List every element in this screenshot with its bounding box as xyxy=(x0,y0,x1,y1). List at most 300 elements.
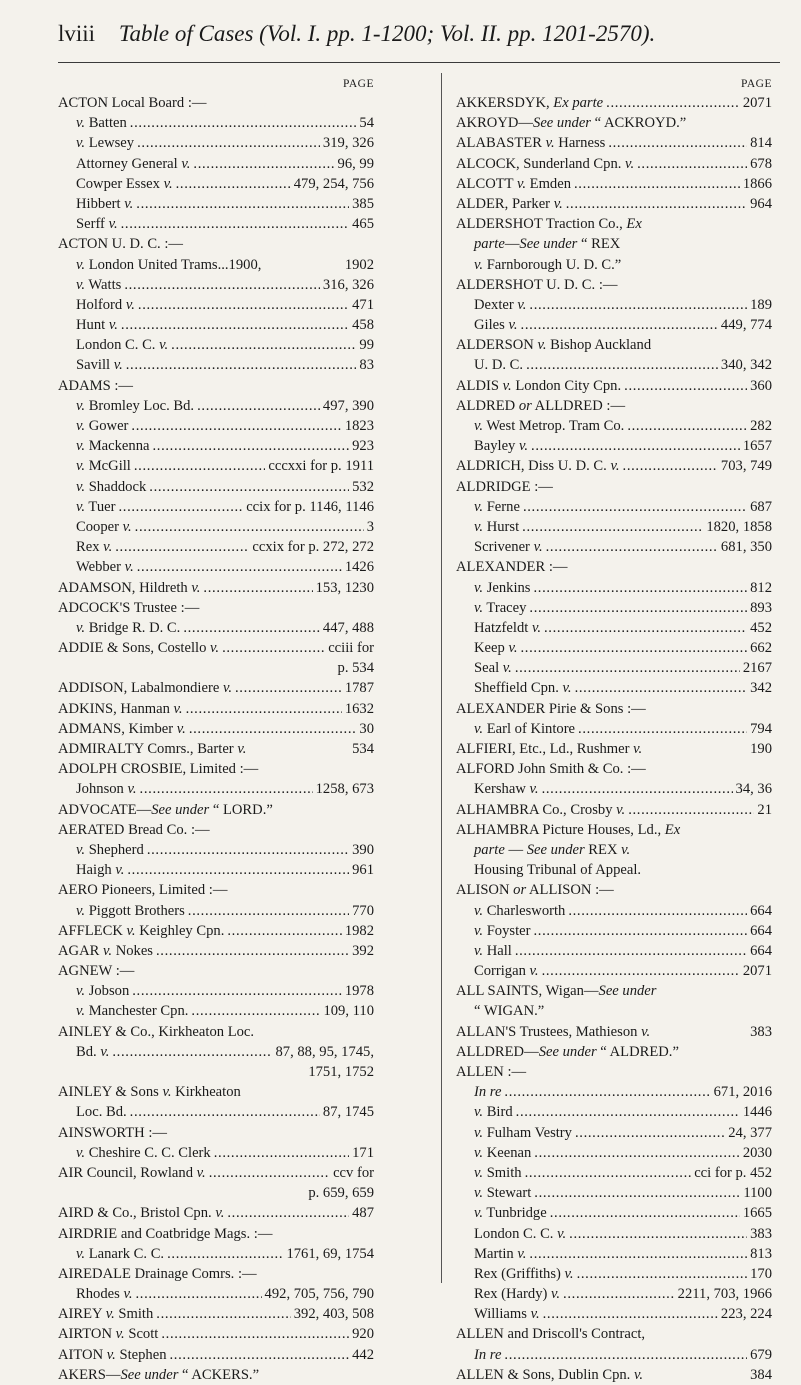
entry-text: ALDER, Parker v. xyxy=(456,195,563,212)
entry-text: AGAR v. Nokes xyxy=(58,942,153,959)
index-entry xyxy=(58,719,374,739)
entry-page: 83 xyxy=(359,357,374,374)
index-entry xyxy=(456,234,772,254)
right-column xyxy=(456,73,772,1385)
dot-leader xyxy=(136,194,349,214)
entry-page: cccxxi for p. 1911 xyxy=(268,458,374,475)
index-entry xyxy=(58,1022,374,1042)
entry-page: 383 xyxy=(750,1023,772,1040)
index-entry xyxy=(456,1001,772,1021)
dot-leader xyxy=(203,578,312,598)
entry-text: v. Batten xyxy=(76,115,127,132)
entry-page: 681, 350 xyxy=(720,539,772,556)
entry-page: 679 xyxy=(750,1346,772,1363)
entry-text: AINLEY & Sons v. Kirkheaton xyxy=(58,1084,241,1101)
entry-text: v. Earl of Kintore xyxy=(474,720,576,737)
entry-page: 392 xyxy=(352,942,374,959)
entry-text: parte — See under REX v. xyxy=(474,841,631,858)
index-entry xyxy=(58,1123,374,1143)
entry-text: v. Bird xyxy=(474,1104,513,1121)
entry-page: 390 xyxy=(352,841,374,858)
index-entry xyxy=(58,840,374,860)
index-entry xyxy=(58,1244,374,1264)
entry-text: v. Charlesworth xyxy=(474,902,566,919)
index-entry xyxy=(58,1324,374,1344)
entry-text: ALL SAINTS, Wigan—See under xyxy=(456,983,657,1000)
dot-leader xyxy=(627,416,747,436)
entry-page: 812 xyxy=(750,579,772,596)
column-divider xyxy=(441,73,442,1283)
index-entry xyxy=(58,638,374,658)
index-entry xyxy=(58,1365,374,1385)
index-entry xyxy=(58,1183,374,1203)
dot-leader xyxy=(624,376,747,396)
dot-leader xyxy=(171,335,356,355)
dot-leader xyxy=(135,517,364,537)
entry-text: Cowper Essex v. xyxy=(76,175,173,192)
index-entry xyxy=(58,860,374,880)
dot-leader xyxy=(193,154,334,174)
dot-leader xyxy=(115,537,249,557)
entry-page: 30 xyxy=(359,720,374,737)
entry-text: ADVOCATE—See under “ LORD.” xyxy=(58,801,273,818)
dot-leader xyxy=(147,840,349,860)
entry-page: 1665 xyxy=(742,1205,772,1222)
dot-leader xyxy=(118,497,243,517)
dot-leader xyxy=(130,113,357,133)
entry-text: v. Keenan xyxy=(474,1144,532,1161)
dot-leader xyxy=(191,1001,320,1021)
entry-page: 920 xyxy=(352,1326,374,1343)
dot-leader xyxy=(563,1284,675,1304)
entry-text: v. Stewart xyxy=(474,1185,532,1202)
entry-text: ALLDRED—See under “ ALDRED.” xyxy=(456,1043,679,1060)
entry-text: v. Ferne xyxy=(474,498,520,515)
entry-text: v. Tuer xyxy=(76,498,116,515)
index-entry xyxy=(58,658,374,678)
index-entry xyxy=(58,1163,374,1183)
left-column xyxy=(58,73,374,1385)
dot-leader xyxy=(569,1224,747,1244)
entry-text: Martin v. xyxy=(474,1245,527,1262)
entry-text: Hunt v. xyxy=(76,317,118,334)
entry-text: v. Foyster xyxy=(474,922,531,939)
index-entry xyxy=(58,739,374,759)
entry-page: 223, 224 xyxy=(720,1306,772,1323)
page-column-label: PAGE xyxy=(343,78,374,90)
entry-text: v. Mackenna xyxy=(76,438,150,455)
entry-page: 662 xyxy=(750,640,772,657)
index-entry xyxy=(58,456,374,476)
index-entry xyxy=(456,880,772,900)
entry-page: 447, 488 xyxy=(322,619,374,636)
index-entry xyxy=(456,275,772,295)
index-entry xyxy=(456,1203,772,1223)
index-entry xyxy=(456,1143,772,1163)
index-entry xyxy=(456,779,772,799)
entry-page: 383 xyxy=(750,1225,772,1242)
dot-leader xyxy=(628,800,754,820)
index-entry xyxy=(456,154,772,174)
index-entry xyxy=(456,255,772,275)
index-entry xyxy=(456,800,772,820)
entry-page: 24, 377 xyxy=(728,1124,772,1141)
entry-page: 392, 403, 508 xyxy=(293,1306,374,1323)
entry-text: parte—See under “ REX xyxy=(474,236,621,253)
dot-leader xyxy=(516,1102,740,1122)
index-entry xyxy=(456,1102,772,1122)
dot-leader xyxy=(127,860,349,880)
entry-text: In re xyxy=(474,1346,502,1363)
entry-text: v. Tracey xyxy=(474,599,527,616)
entry-text: AKKERSDYK, Ex parte xyxy=(456,95,604,111)
index-entry xyxy=(456,598,772,618)
dot-leader xyxy=(161,1324,349,1344)
dot-leader xyxy=(523,497,747,517)
dot-leader xyxy=(623,456,718,476)
entry-page: 534 xyxy=(352,741,374,757)
index-entry xyxy=(58,537,374,557)
entry-page: 1426 xyxy=(344,559,374,576)
entry-text: ALDRED or ALLDRED :— xyxy=(456,397,626,414)
entry-text: v. Jobson xyxy=(76,983,130,1000)
entry-text: v. Hall xyxy=(474,942,512,959)
index-entry xyxy=(58,880,374,900)
index-entry xyxy=(58,1143,374,1163)
index-entry xyxy=(456,1365,772,1385)
page-number: lviii xyxy=(58,21,96,46)
index-entry xyxy=(58,295,374,315)
entry-text: U. D. C. xyxy=(474,357,524,374)
index-entry xyxy=(456,133,772,153)
dot-leader xyxy=(227,1203,349,1223)
header-rule xyxy=(58,62,780,63)
entry-text: AKERS—See under “ ACKERS.” xyxy=(58,1366,260,1383)
index-entry xyxy=(456,1062,772,1082)
entry-text: v. Manchester Cpn. xyxy=(76,1003,189,1020)
entry-page: 190 xyxy=(750,741,772,757)
index-entry xyxy=(456,1042,772,1062)
entry-page: 923 xyxy=(352,438,374,455)
index-entry xyxy=(58,1042,374,1062)
entry-text: Corrigan v. xyxy=(474,963,539,980)
dot-leader xyxy=(543,1304,718,1324)
index-entry xyxy=(456,658,772,678)
dot-leader xyxy=(637,154,747,174)
index-entry xyxy=(58,335,374,355)
index-entry xyxy=(58,133,374,153)
dot-leader xyxy=(197,396,320,416)
index-entry xyxy=(58,618,374,638)
entry-page: 532 xyxy=(352,478,374,495)
index-entry xyxy=(58,497,374,517)
index-entry xyxy=(456,194,772,214)
dot-leader xyxy=(183,618,320,638)
entry-page: 54 xyxy=(359,115,374,132)
dot-leader xyxy=(112,1042,272,1062)
dot-leader xyxy=(566,194,747,214)
dot-leader xyxy=(137,133,320,153)
index-entry xyxy=(456,1022,772,1042)
entry-text: v. Bridge R. D. C. xyxy=(76,619,181,636)
entry-text: Hibbert v. xyxy=(76,195,134,212)
index-entry xyxy=(58,598,374,618)
dot-leader xyxy=(137,557,342,577)
index-entry xyxy=(58,578,374,598)
dot-leader xyxy=(504,1082,710,1102)
entry-text: London C. C. v. xyxy=(474,1225,567,1242)
entry-page: 814 xyxy=(750,135,772,152)
entry-text: AIREDALE Drainage Comrs. :— xyxy=(58,1265,257,1282)
entry-page: p. 534 xyxy=(337,660,374,677)
page-header xyxy=(58,20,778,48)
entry-text: v. Lewsey xyxy=(76,135,135,152)
entry-page: 1902 xyxy=(344,256,374,273)
entry-page: 813 xyxy=(750,1245,772,1262)
entry-page: 442 xyxy=(352,1346,374,1363)
index-entry xyxy=(58,113,374,133)
index-entry xyxy=(58,355,374,375)
entry-page: 87, 1745 xyxy=(322,1104,374,1121)
entry-text: London C. C. v. xyxy=(76,337,169,354)
entry-text: Attorney General v. xyxy=(76,155,191,172)
dot-leader xyxy=(574,174,740,194)
dot-leader xyxy=(209,1163,330,1183)
entry-text: AIRTON v. Scott xyxy=(58,1326,159,1343)
dot-leader xyxy=(156,1304,290,1324)
entry-text: ALDRIDGE :— xyxy=(456,478,553,495)
index-entry xyxy=(456,981,772,1001)
index-entry xyxy=(58,759,374,779)
entry-text: Rex v. xyxy=(76,539,113,556)
dot-leader xyxy=(121,315,349,335)
dot-leader xyxy=(578,719,747,739)
entry-text: ACTON U. D. C. :— xyxy=(58,236,184,253)
index-entry xyxy=(456,759,772,779)
index-entry xyxy=(58,699,374,719)
dot-leader xyxy=(138,295,349,315)
index-entry xyxy=(456,113,772,133)
index-entry xyxy=(456,961,772,981)
index-entry xyxy=(456,699,772,719)
entry-page: 99 xyxy=(359,337,374,354)
index-entry xyxy=(456,840,772,860)
entry-text: ADKINS, Hanman v. xyxy=(58,700,183,717)
entry-text: Giles v. xyxy=(474,317,518,334)
entry-text: ADDIE & Sons, Costello v. xyxy=(58,640,220,657)
entry-page: 703, 749 xyxy=(720,458,772,475)
entry-text: ALABASTER v. Harness xyxy=(456,135,606,152)
dot-leader xyxy=(534,1183,740,1203)
dot-leader xyxy=(534,1143,740,1163)
entry-page: 384 xyxy=(750,1366,772,1383)
dot-leader xyxy=(521,315,718,335)
dot-leader xyxy=(522,517,703,537)
entry-text: v. Lanark C. C. xyxy=(76,1245,165,1262)
entry-page: 471 xyxy=(352,296,374,313)
index-entry xyxy=(456,941,772,961)
dot-leader xyxy=(124,275,320,295)
entry-text: AGNEW :— xyxy=(58,963,135,980)
index-entry xyxy=(58,376,374,396)
entry-page: 1761, 69, 1754 xyxy=(286,1245,374,1262)
dot-leader xyxy=(504,1345,747,1365)
index-entry xyxy=(456,618,772,638)
entry-text: Rhodes v. xyxy=(76,1286,133,1303)
entry-page: 360 xyxy=(750,377,772,394)
entry-text: ALDIS v. London City Cpn. xyxy=(456,377,622,394)
dot-leader xyxy=(515,658,740,678)
entry-page: 487 xyxy=(352,1205,374,1222)
index-entry xyxy=(58,1284,374,1304)
dot-leader xyxy=(550,1203,740,1223)
entry-page: 1632 xyxy=(344,700,374,717)
entry-text: Rex (Griffiths) v. xyxy=(474,1265,574,1282)
dot-leader xyxy=(544,618,747,638)
page-title: Table of Cases (Vol. I. pp. 1-1200; Vol. II. pp. 1201-2570). xyxy=(118,21,656,46)
index-entry xyxy=(58,214,374,234)
index-entry xyxy=(456,578,772,598)
entry-page: 961 xyxy=(352,862,374,879)
entry-page: 1978 xyxy=(344,983,374,1000)
index-entry xyxy=(58,154,374,174)
entry-page: 893 xyxy=(750,599,772,616)
entry-text: Seal v. xyxy=(474,660,512,677)
entry-page: 385 xyxy=(352,195,374,212)
dot-leader xyxy=(130,1102,320,1122)
index-entry xyxy=(456,1264,772,1284)
dot-leader xyxy=(156,941,349,961)
index-entry xyxy=(456,1123,772,1143)
entry-text: ADDISON, Labalmondiere v. xyxy=(58,680,232,697)
entry-text: Loc. Bd. xyxy=(76,1104,127,1121)
page-column-label: PAGE xyxy=(741,78,772,90)
index-entry xyxy=(456,517,772,537)
entry-text: v. West Metrop. Tram Co. xyxy=(474,418,625,434)
entry-page: 1866 xyxy=(742,175,772,192)
entry-text: v. Bromley Loc. Bd. xyxy=(76,397,195,414)
dot-leader xyxy=(121,214,350,234)
index-entry xyxy=(58,1062,374,1082)
entry-text: ALEXANDER Pirie & Sons :— xyxy=(456,700,646,717)
entry-text: ALHAMBRA Co., Crosby v. xyxy=(456,801,626,818)
entry-page: 492, 705, 756, 790 xyxy=(264,1286,374,1303)
index-entry xyxy=(456,1183,772,1203)
entry-text: v. Jenkins xyxy=(474,579,531,596)
entry-text: AKROYD—See under “ ACKROYD.” xyxy=(456,115,687,132)
entry-page: 1446 xyxy=(742,1104,772,1121)
entry-text: AERO Pioneers, Limited :— xyxy=(58,882,228,899)
entry-page: 1100 xyxy=(743,1185,772,1202)
index-entry xyxy=(456,376,772,396)
entry-text: ADAMSON, Hildreth v. xyxy=(58,579,201,596)
entry-text: v. Fulham Vestry xyxy=(474,1124,572,1141)
index-entry xyxy=(58,779,374,799)
entry-page: 497, 390 xyxy=(322,397,374,414)
index-entry xyxy=(456,1324,772,1344)
dot-leader xyxy=(525,1163,692,1183)
entry-text: Scrivener v. xyxy=(474,539,543,556)
index-entry xyxy=(58,1345,374,1365)
dot-leader xyxy=(149,477,349,497)
index-entry xyxy=(456,820,772,840)
entry-page: 452 xyxy=(750,619,772,636)
entry-text: AITON v. Stephen xyxy=(58,1346,167,1363)
entry-page: 1751, 1752 xyxy=(308,1064,374,1080)
dot-leader xyxy=(135,1284,261,1304)
entry-page: 1258, 673 xyxy=(315,781,374,798)
index-entry xyxy=(58,517,374,537)
entry-page: 770 xyxy=(352,902,374,919)
dot-leader xyxy=(533,578,747,598)
index-entry xyxy=(58,820,374,840)
entry-text: ADMANS, Kimber v. xyxy=(58,720,186,737)
entry-text: Sheffield Cpn. v. xyxy=(474,680,572,697)
index-entry xyxy=(58,678,374,698)
entry-text: Dexter v. xyxy=(474,296,527,313)
entry-page: 1820, 1858 xyxy=(706,518,772,535)
index-entry xyxy=(58,1203,374,1223)
entry-page: 664 xyxy=(750,902,772,919)
index-entry xyxy=(456,295,772,315)
dot-leader xyxy=(575,678,748,698)
entry-page: 340, 342 xyxy=(720,357,772,374)
entry-text: ALDERSHOT Traction Co., Ex xyxy=(456,216,642,233)
dot-leader xyxy=(189,719,357,739)
entry-text: Hatzfeldt v. xyxy=(474,619,541,636)
entry-text: Williams v. xyxy=(474,1306,540,1323)
entry-text: AINSWORTH :— xyxy=(58,1124,167,1141)
entry-page: 153, 1230 xyxy=(315,579,374,596)
dot-leader xyxy=(235,678,342,698)
entry-page: 964 xyxy=(750,195,772,212)
index-entry xyxy=(58,557,374,577)
index-entry xyxy=(456,901,772,921)
entry-text: Webber v. xyxy=(76,559,134,576)
entry-page: 21 xyxy=(757,801,772,818)
entry-page: 1657 xyxy=(742,438,772,455)
dot-leader xyxy=(222,638,325,658)
entry-page: 342 xyxy=(750,680,772,697)
index-entry xyxy=(58,800,374,820)
dot-leader xyxy=(546,537,718,557)
entry-text: v. Shaddock xyxy=(76,478,147,495)
index-entry xyxy=(456,1244,772,1264)
entry-page: 687 xyxy=(750,498,772,515)
entry-text: ALDERSON v. Bishop Auckland xyxy=(456,337,652,354)
index-entry xyxy=(58,275,374,295)
entry-page: 319, 326 xyxy=(322,135,374,152)
entry-page: 2211, 703, 1966 xyxy=(677,1286,772,1303)
index-entry xyxy=(58,315,374,335)
entry-text: ALLEN :— xyxy=(456,1064,527,1080)
entry-page: 671, 2016 xyxy=(713,1084,772,1101)
entry-page: 458 xyxy=(352,317,374,334)
entry-text: ALHAMBRA Picture Houses, Ld., Ex xyxy=(456,821,681,838)
index-entry xyxy=(456,93,772,113)
index-entry xyxy=(456,719,772,739)
dot-leader xyxy=(531,436,740,456)
index-entry xyxy=(456,436,772,456)
entry-page: 465 xyxy=(352,216,374,233)
dot-leader xyxy=(176,174,291,194)
index-entry xyxy=(58,1082,374,1102)
entry-text: AERATED Bread Co. :— xyxy=(58,821,210,838)
entry-text: ALDRICH, Diss U. D. C. v. xyxy=(456,458,620,475)
entry-text: In re xyxy=(474,1084,502,1101)
dot-leader xyxy=(152,436,349,456)
dot-leader xyxy=(608,133,747,153)
